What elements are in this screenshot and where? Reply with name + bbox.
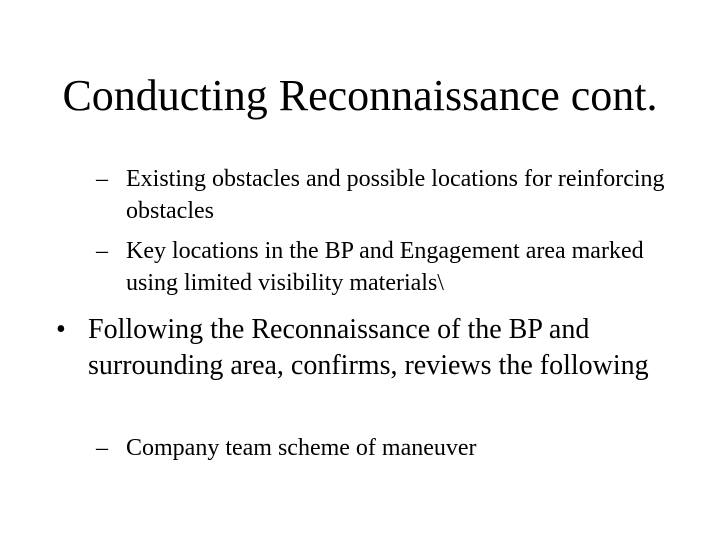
sub-bullet-text: Key locations in the BP and Engagement area marked using limited visibility materials\ — [126, 238, 644, 296]
sub-bullet-item — [96, 432, 686, 464]
dash-marker: – — [96, 238, 108, 264]
sub-bullet-item — [96, 235, 686, 299]
main-bullet-text: Following the Reconnaissance of the BP and surrounding area, confirms, reviews the following — [88, 314, 649, 381]
dash-marker: – — [96, 435, 108, 461]
slide-title: Conducting Reconnaissance cont. — [62, 71, 658, 120]
main-bullet-item — [56, 312, 688, 384]
sub-bullet-item — [96, 163, 686, 227]
sub-bullet-text: Existing obstacles and possible locations for reinforcing obstacles — [126, 166, 665, 224]
bullet-marker: • — [56, 314, 66, 345]
sub-bullet-text: Company team scheme of maneuver — [126, 435, 477, 461]
dash-marker: – — [96, 166, 108, 192]
